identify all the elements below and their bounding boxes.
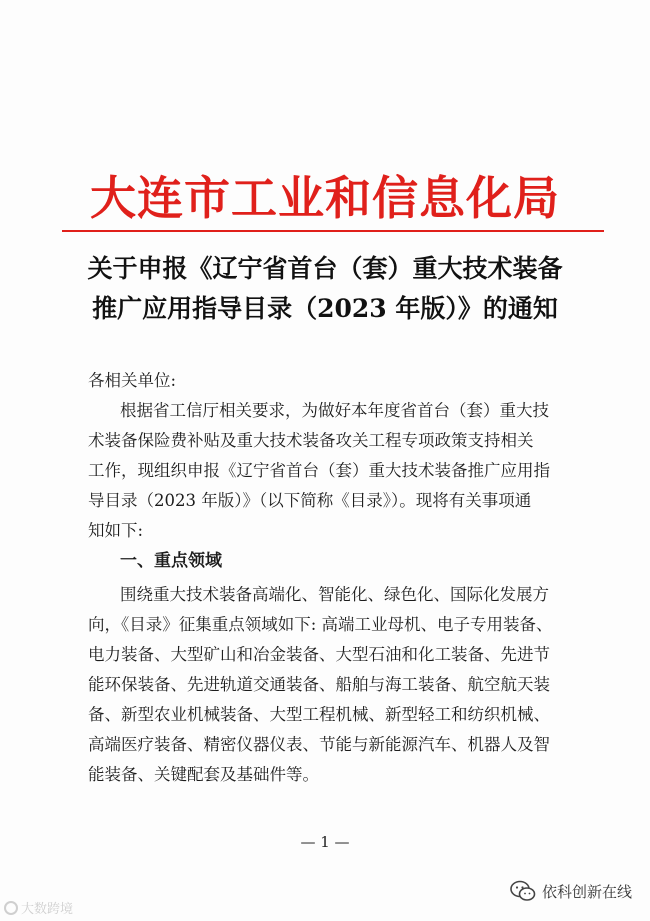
watermark-right bbox=[510, 880, 632, 902]
section-heading: 一、重点领域 bbox=[120, 551, 222, 571]
red-divider-line bbox=[62, 230, 604, 232]
paragraph-line: 围绕重大技术装备高端化、智能化、绿色化、国际化发展方 bbox=[120, 585, 549, 604]
agency-title: 大连市工业和信息化局 bbox=[90, 171, 560, 225]
paragraph-line: 导目录（2023 年版）》（以下简称《目录》）。现将有关事项通 bbox=[88, 491, 532, 510]
paragraph-line: 术装备保险费补贴及重大技术装备攻关工程专项政策支持相关 bbox=[88, 431, 534, 450]
notice-title-line1: 关于申报《辽宁省首台（套）重大技术装备 bbox=[87, 254, 563, 283]
paragraph-line: 向，《目录》征集重点领域如下: 高端工业母机、电子专用装备、 bbox=[88, 615, 553, 634]
paragraph-line: 知如下: bbox=[88, 521, 144, 540]
salutation: 各相关单位: bbox=[88, 371, 177, 390]
page-number: — 1 — bbox=[300, 833, 350, 851]
paragraph-line: 工作，现组织申报《辽宁省首台（套）重大技术装备推广应用指 bbox=[88, 461, 550, 480]
watermark-left-text: 大数跨境 bbox=[21, 902, 74, 917]
watermark-right-text: 依科创新在线 bbox=[541, 882, 632, 901]
paragraph-line: 能装备、关键配套及基础件等。 bbox=[88, 765, 319, 784]
paragraph-line: 电力装备、大型矿山和冶金装备、大型石油和化工装备、先进节 bbox=[88, 645, 550, 664]
paragraph-line: 高端医疗装备、精密仪器仪表、节能与新能源汽车、机器人及智 bbox=[88, 735, 550, 754]
paragraph-line: 备、新型农业机械装备、大型工程机械、新型轻工和纺织机械、 bbox=[88, 705, 550, 724]
paragraph-line: 能环保装备、先进轨道交通装备、船舶与海工装备、航空航天装 bbox=[88, 675, 550, 694]
watermark-logo-icon bbox=[4, 901, 18, 915]
paragraph-line: 根据省工信厅相关要求，为做好本年度省首台（套）重大技 bbox=[120, 401, 549, 420]
wechat-icon bbox=[510, 880, 536, 902]
notice-title-line2: 推广应用指导目录（2023 年版）》的通知 bbox=[92, 294, 558, 323]
watermark-left bbox=[4, 898, 73, 917]
